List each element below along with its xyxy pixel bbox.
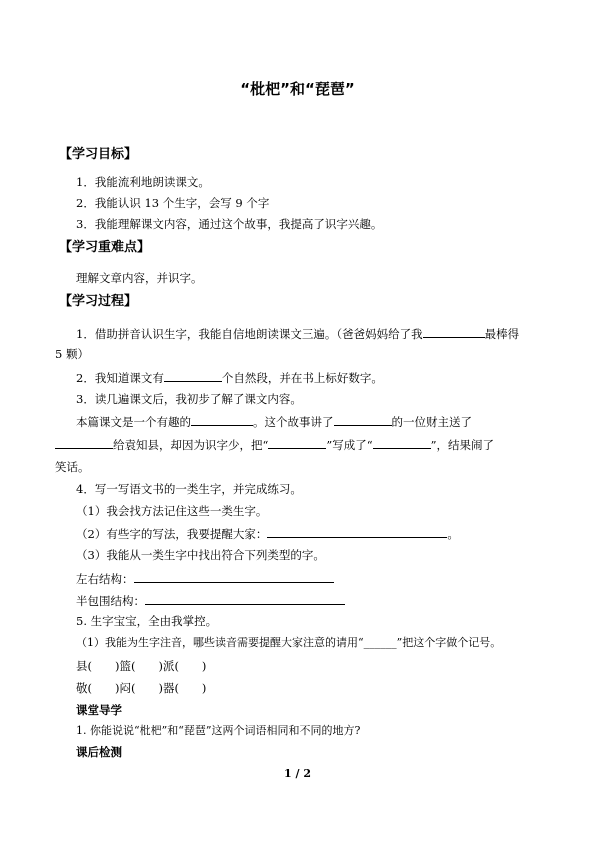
process-q5-1: （1）我能为生字注音，哪些读音需要提醒大家注意的请用“______”把这个字做个记号。 <box>76 636 502 649</box>
objective-item: 3．我能理解课文内容，通过这个故事，我提高了识字兴趣。 <box>76 217 383 231</box>
classroom-q1: 1. 你能说说“枇杷”和“琵琶”这两个词语相同和不同的地方? <box>76 724 361 737</box>
page-title: “枇杷”和“琵琶” <box>240 80 355 98</box>
after-class-heading: 课后检测 <box>76 745 122 759</box>
answer-blank[interactable] <box>164 370 222 382</box>
process-q1-cont: 5 颗） <box>55 347 89 361</box>
half-enclosed-structure-line: 半包围结构： <box>76 593 345 608</box>
answer-blank[interactable] <box>134 571 334 583</box>
process-q4-1: （1）我会找方法记住这些一类生字。 <box>76 504 268 518</box>
answer-blank[interactable] <box>145 593 345 605</box>
answer-blank[interactable] <box>191 414 253 426</box>
story-line-2: 给袁知县，却因为识字少，把“ ”写成了“ ”，结果闹了 <box>55 437 494 452</box>
objectives-heading: 【学习目标】 <box>59 147 138 162</box>
story-line-3: 笑话。 <box>55 460 90 474</box>
key-points-heading: 【学习重难点】 <box>59 240 151 255</box>
process-q5: 5. 生字宝宝，全由我掌控。 <box>76 614 218 628</box>
pinyin-row: 县( )篮( )派( ) <box>76 659 207 673</box>
process-q2: 2．我知道课文有 个自然段，并在书上标好数字。 <box>76 371 383 385</box>
objective-item: 2．我能认识 13 个生字，会写 9 个字 <box>76 196 270 210</box>
process-heading: 【学习过程】 <box>59 294 138 309</box>
process-q4: 4．写一写语文书的一类生字，并完成练习。 <box>76 482 302 496</box>
answer-blank[interactable] <box>423 326 485 338</box>
story-line-1: 本篇课文是一个有趣的 。这个故事讲了 的一位财主送了 <box>76 415 472 429</box>
answer-blank[interactable] <box>267 526 447 538</box>
answer-blank[interactable] <box>334 414 392 426</box>
left-right-structure-line: 左右结构： <box>76 571 334 586</box>
pinyin-row: 敬( )闷( )器( ) <box>76 681 207 695</box>
answer-blank[interactable] <box>373 437 431 449</box>
process-q3: 3．读几遍课文后，我初步了解了课文内容。 <box>76 392 302 406</box>
answer-blank[interactable] <box>268 437 326 449</box>
answer-blank[interactable] <box>55 437 113 449</box>
process-q4-3: （3）我能从一类生字中找出符合下列类型的字。 <box>76 548 325 562</box>
key-points-text: 理解文章内容，并识字。 <box>76 271 203 285</box>
process-q1: 1．借助拼音认识生字，我能自信地朗读课文三遍。（爸爸妈妈给了我 最棒得 <box>76 327 520 341</box>
process-q4-2: （2）有些字的写法，我要提醒大家： 。 <box>76 527 459 541</box>
page-number: 1 / 2 <box>284 767 311 780</box>
classroom-heading: 课堂导学 <box>76 703 122 717</box>
objective-item: 1．我能流利地朗读课文。 <box>76 175 210 189</box>
